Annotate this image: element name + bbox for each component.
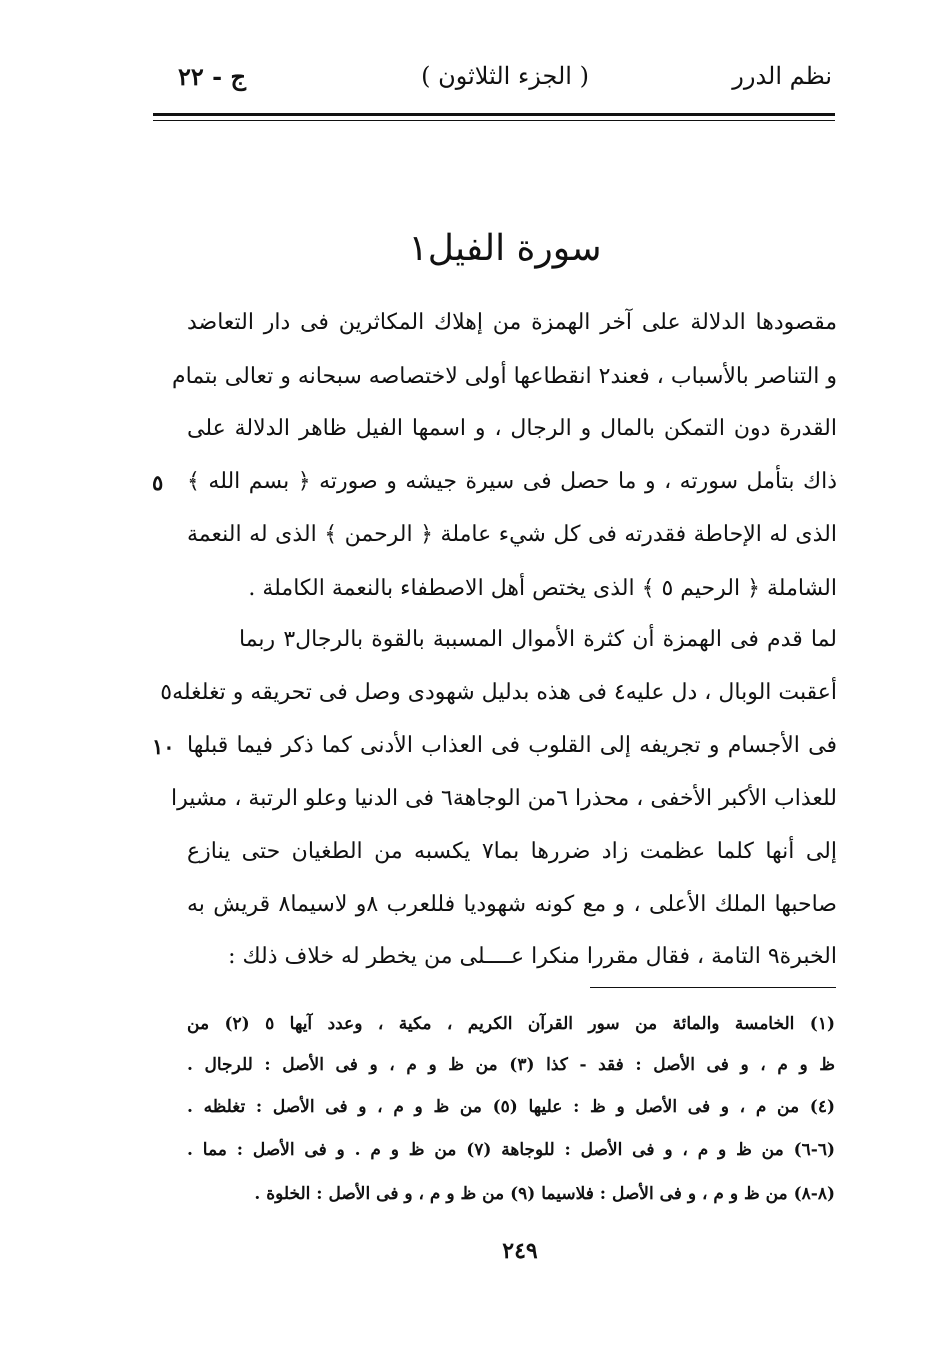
- running-head-book-title: نظم الدرر: [732, 62, 832, 90]
- footnote-line: (١) الخامسة والمائة من سور القرآن الكريم ، مكية ، وعدد آيها ٥ (٢) من: [187, 1014, 836, 1034]
- body-line: القدرة دون التمكن بالمال و الرجال ، و اسمها الفيل ظاهر الدلالة على: [187, 416, 837, 441]
- header-rule-thick: [153, 113, 835, 116]
- body-line: الشاملة ﴿ الرحيم ٥ ﴾ الذى يختص أهل الاصطفاء بالنعمة الكاملة .: [248, 576, 837, 601]
- running-head-part: ج - ٢٢: [178, 62, 246, 91]
- body-line: الخبرة٩ التامة ، فقال مقررا منكرا عــــلى من يخطر له خلاف ذلك :: [228, 944, 837, 969]
- footnote-line: (٨-٨) من ظ و م ، و فى الأصل : فلاسيما (٩) من ظ و م ، و فى الأصل : الخلوة .: [254, 1184, 835, 1204]
- running-head-part-title: ( الجزء الثلاثون ): [421, 62, 589, 90]
- line-number-5: ٥: [152, 470, 164, 495]
- body-line: ذاك بتأمل سورته ، و ما حصل فى سيرة جيشه و صورته ﴿ بسم الله ﴾: [187, 469, 837, 494]
- body-line: إلى أنها كلما عظمت زاد ضررها بما٧ يكسبه من الطغيان حتى ينازع: [187, 839, 837, 864]
- body-line: فى الأجسام و تجريفه إلى القلوب فى العذاب الأدنى كما ذكر فيما قبلها: [187, 733, 837, 758]
- footnote-line: ظ و م ، و فى الأصل : فقد - كذا (٣) من ظ و م ، و فى الأصل : للرجال .: [187, 1055, 836, 1075]
- body-line: و التناصر بالأسباب ، فعند٢ انقطاعها أولى لاختصاصه سبحانه و تعالى بتمام: [172, 364, 837, 389]
- body-line: صاحبها الملك الأعلى ، و مع كونه شهوديا فللعرب ٨و لاسيما٨ قريش به: [187, 892, 837, 917]
- body-line: للعذاب الأكبر الأخفى ، محذرا ٦من الوجاهة٦ فى الدنيا وعلو الرتبة ، مشيرا: [171, 786, 837, 811]
- body-line: أعقبت الوبال ، دل عليه٤ فى هذه بدليل شهودى وصل فى تحريقه و تغلغله٥: [160, 680, 837, 705]
- body-line: لما قدم فى الهمزة أن كثرة الأموال المسببة بالقوة بالرجال٣ ربما: [239, 627, 837, 652]
- surah-title: سورة الفيل١: [408, 228, 602, 269]
- page-number: ٢٤٩: [502, 1238, 538, 1264]
- footnote-rule: [590, 987, 836, 988]
- body-line: الذى له الإحاطة فقدرته فى كل شيء عاملة ﴿ الرحمن ﴾ الذى له النعمة: [187, 522, 837, 547]
- header-rule-thin: [153, 120, 835, 121]
- line-number-10: ١٠: [152, 734, 175, 759]
- body-line: مقصودها الدلالة على آخر الهمزة من إهلاك المكاثرين فى دار التعاضد: [187, 310, 837, 335]
- footnote-line: (٦-٦) من ظ و م ، و فى الأصل : للوجاهة (٧) من ظ و م . و فى الأصل : مما .: [187, 1140, 835, 1160]
- footnote-line: (٤) من م ، و فى الأصل و ظ : عليها (٥) من ظ و م ، و فى الأصل : تغلظه .: [187, 1097, 835, 1117]
